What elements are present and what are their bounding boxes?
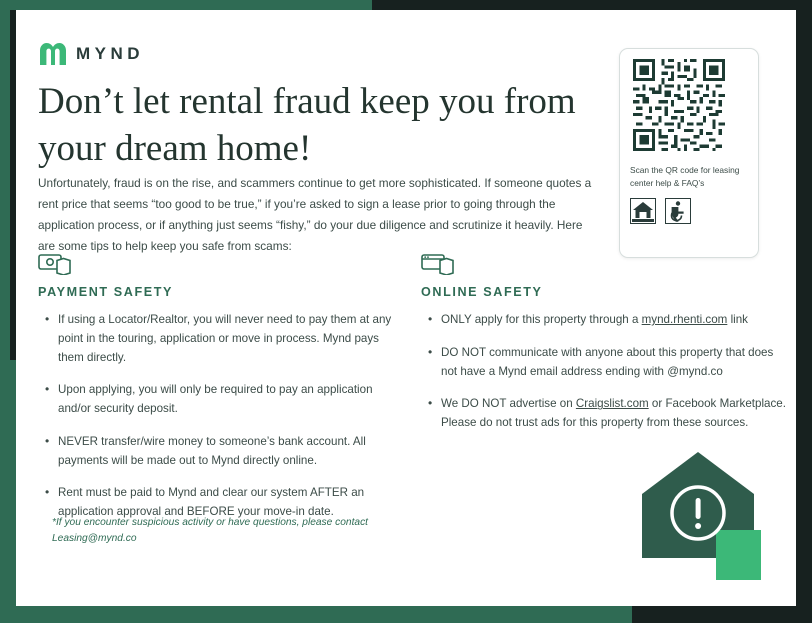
flyer-card: [16, 10, 796, 606]
qr-caption: Scan the QR code for leasing center help & FAQ’s: [630, 165, 740, 188]
decorative-band-top: [0, 0, 372, 10]
list-item: [421, 311, 791, 330]
payment-safety-list: [38, 311, 398, 522]
list-item: [421, 395, 791, 433]
brand-logo: [38, 42, 144, 66]
payment-safety-title: PAYMENT SAFETY: [38, 285, 174, 299]
accessibility-wheelchair-icon: [665, 198, 691, 224]
rhenti-link[interactable]: mynd.rhenti.com: [641, 313, 728, 326]
qr-code-graphic[interactable]: [630, 59, 728, 151]
list-item: [421, 344, 791, 382]
list-item-text-pre: We DO NOT advertise on: [441, 397, 576, 411]
qr-code-icon[interactable]: [630, 59, 748, 156]
online-safety-title: ONLINE SAFETY: [421, 285, 543, 299]
list-item-text: DO NOT communicate with anyone about this property that does not have a Mynd email address ending with @mynd.co: [441, 345, 774, 378]
page-title: Don’t let rental fraud keep you from your dream home!: [38, 81, 576, 170]
list-item: • Upon applying, you will only be required to pay an application and/or security deposit.: [38, 381, 398, 419]
footnote: *If you encounter suspicious activity or have questions, please contact Leasing@mynd.co: [52, 517, 368, 544]
decorative-band-left: [0, 0, 10, 360]
list-item: • NEVER transfer/wire money to someone’s bank account. All payments will be made out to Mynd directly online.: [38, 433, 398, 471]
compliance-badges: [630, 198, 748, 224]
brand-name: MYND: [76, 44, 145, 63]
online-safety-section: [421, 253, 791, 447]
craigslist-link[interactable]: Craigslist.com: [575, 397, 649, 411]
house-alert-icon: [636, 450, 761, 580]
payment-safety-section: [38, 253, 398, 536]
equal-housing-opportunity-icon: [630, 198, 656, 224]
intro-paragraph: Unfortunately, fraud is on the rise, and scammers continue to get more sophisticated. If someone quotes a rent price that seems “too good to be true,” if you’re asked to sign a lease prior to going through the application process, or if anything just seems “fishy,” do your due diligence and scrutinize it heavily. Here are some tips to help keep you safe from scams:: [38, 176, 592, 253]
qr-panel[interactable]: [619, 48, 759, 258]
list-item-text-post: link: [727, 313, 748, 326]
money-shield-icon: [38, 253, 398, 275]
browser-shield-icon: [421, 253, 791, 275]
mynd-m-logo-icon: [38, 42, 68, 66]
list-item: • Rent must be paid to Mynd and clear our system AFTER an application approval and BEFORE your move-in date.: [38, 484, 398, 522]
online-safety-list: [421, 311, 791, 433]
list-item: • If using a Locator/Realtor, you will never need to pay them at any point in the touring, application or move in process. Mynd pays them directly.: [38, 311, 398, 367]
list-item-text-pre: ONLY apply for this property through a: [441, 313, 642, 326]
list-item-text-post: or Facebook Marketplace. Please do not trust ads for this property from these sources.: [441, 397, 786, 430]
